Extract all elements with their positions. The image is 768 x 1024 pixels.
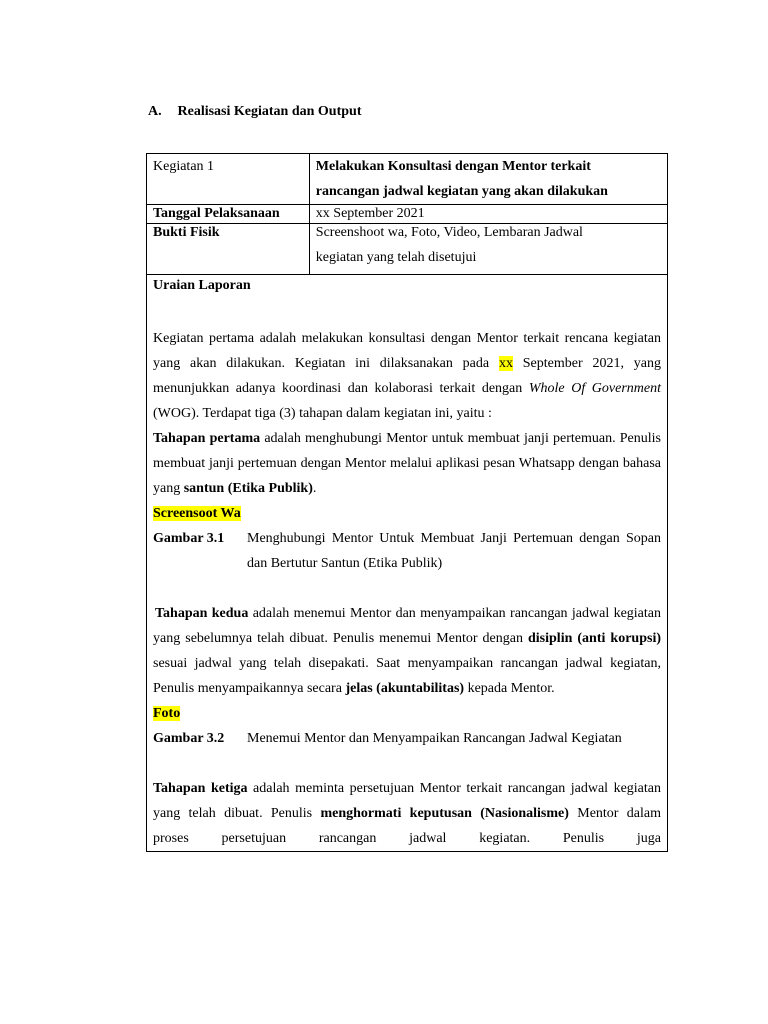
table-row-kegiatan [147,154,668,205]
kegiatan-value-line1: Melakukan Konsultasi dengan Mentor terkait [315,159,591,174]
figure-text-3-1: Menghubungi Mentor Untuk Membuat Janji Pertemuan dengan Sopan dan Bertutur Santun (Etika Publik) [247,531,661,571]
tanggal-value: xx September 2021 [315,206,425,221]
kegiatan-value-line2: rancangan jadwal kegiatan yang akan dilakukan [315,184,608,199]
bukti-label: Bukti Fisik [153,225,220,240]
table-row-tanggal [147,205,668,224]
section-heading [148,104,361,120]
figure-caption-3-2 [153,726,661,751]
placeholder-photo: Foto [153,706,181,721]
figure-label-3-1: Gambar 3.1 [153,531,225,546]
activity-table [146,153,668,852]
bukti-label-cell [147,224,310,275]
tanggal-label: Tanggal Pelaksanaan [153,206,280,221]
report-paragraph-2: Tahapan pertama adalah menghubungi Mentor untuk membuat janji pertemuan. Penulis membuat janji pertemuan dengan Mentor melalui aplikasi pesan Whatsapp dengan bahasa yang santun (Etika Publik). [153,431,662,496]
bukti-value-cell [309,224,667,275]
kegiatan-label: Kegiatan 1 [153,159,215,174]
highlight-xx: xx [498,356,513,371]
kegiatan-value-cell [309,154,667,205]
report-paragraph-1: Kegiatan pertama adalah melakukan konsultasi dengan Mentor terkait rencana kegiatan yang akan dilakukan. Kegiatan ini dilaksanakan pada xx September 2021, yang menunjukkan adanya koordinasi dan kolaborasi terkait dengan Whole Of Government (WOG). Terdapat tiga (3) tahapan dalam kegiatan ini, yaitu : [153,331,662,421]
uraian-cell [147,275,668,852]
table-row-bukti [147,224,668,275]
figure-caption-3-1 [153,526,661,576]
wog-italic: Whole Of Government [528,381,662,396]
report-paragraph-4: Tahapan ketiga adalah meminta persetujuan Mentor terkait rancangan jadwal kegiatan yang telah dibuat. Penulis menghormati keputusan (Nasionalisme) Mentor dalam proses persetujuan rancangan jadwal kegiatan. Penulis juga [153,781,661,846]
tanggal-value-cell [309,205,667,224]
figure-label-3-2: Gambar 3.2 [153,731,225,746]
figure-text-3-2: Menemui Mentor dan Menyampaikan Rancangan Jadwal Kegiatan [247,731,622,746]
bukti-value-line2: kegiatan yang telah disetujui [315,250,477,265]
bukti-value-line1: Screenshoot wa, Foto, Video, Lembaran Jadwal [315,225,583,240]
report-paragraph-3: Tahapan kedua adalah menemui Mentor dan menyampaikan rancangan jadwal kegiatan yang sebelumnya telah dibuat. Penulis menemui Mentor dengan disiplin (anti korupsi) sesuai jadwal yang telah disepakati. Saat menyampaikan rancangan jadwal kegiatan, Penulis menyampaikannya secara jelas (akuntabilitas) kepada Mentor. [153,606,661,696]
table-row-uraian [147,275,668,852]
uraian-label: Uraian Laporan [153,278,251,293]
tanggal-label-cell [147,205,310,224]
kegiatan-label-cell [147,154,310,205]
section-number: A. [148,104,162,119]
section-title: Realisasi Kegiatan dan Output [177,104,362,119]
placeholder-screenshot: Screensoot Wa [153,506,241,521]
